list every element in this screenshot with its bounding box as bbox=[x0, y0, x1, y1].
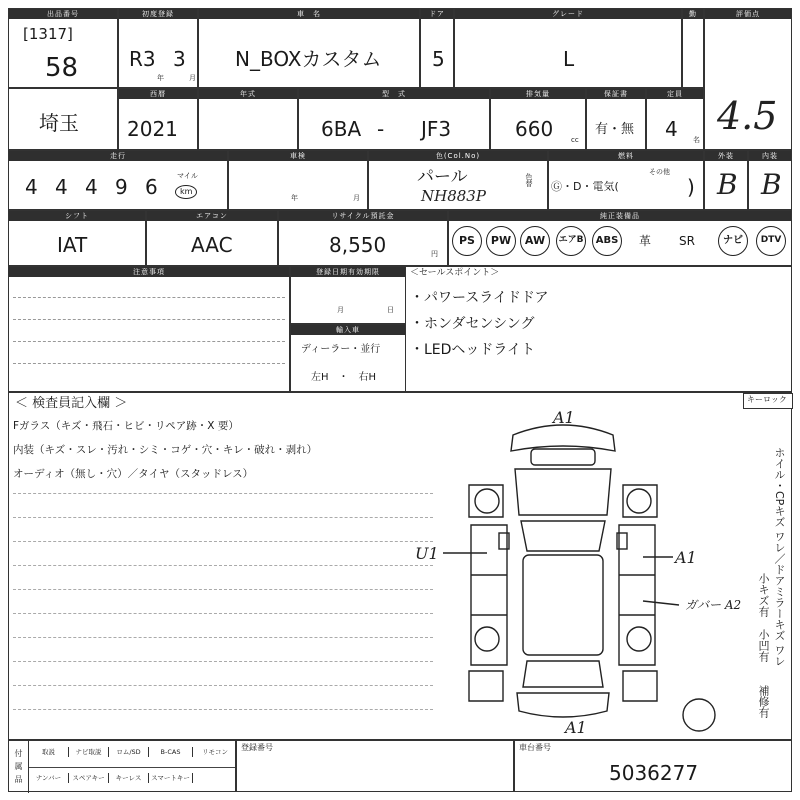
interior-cell bbox=[748, 150, 792, 210]
mileage-cell bbox=[8, 150, 228, 210]
equip-dtv: DTV bbox=[756, 226, 786, 256]
western-year-cell bbox=[118, 88, 198, 150]
displacement-unit: cc bbox=[571, 136, 579, 144]
lot-cell bbox=[8, 8, 118, 88]
options-cell bbox=[8, 740, 236, 792]
inspector-rule bbox=[13, 517, 433, 518]
inspector-note: Fガラス（キズ・飛石・ヒビ・リペア跡・X 要） bbox=[13, 420, 239, 432]
lot-number: 58 bbox=[45, 53, 79, 83]
side-note-small-dent: 小凹有 bbox=[757, 629, 770, 662]
color-label: 色替 bbox=[525, 173, 533, 187]
equip-pw: PW bbox=[486, 226, 516, 256]
displacement-header: 排気量 bbox=[491, 89, 585, 99]
warranty-value: 有・無 bbox=[595, 122, 635, 137]
mileage-digit: 6 bbox=[145, 175, 158, 199]
key-lock-cell bbox=[743, 393, 793, 409]
inspection-header: 車検 bbox=[229, 151, 367, 161]
options-divider bbox=[29, 767, 235, 768]
first-reg-header: 初度登録 bbox=[119, 9, 197, 19]
lot-code: [1317] bbox=[23, 25, 73, 43]
import-handle: 左H ・ 右H bbox=[311, 372, 377, 383]
equip-navi: ナビ bbox=[718, 226, 748, 256]
western-year: 2021 bbox=[127, 117, 178, 141]
color-code: NH883P bbox=[421, 187, 486, 205]
inspector-rule bbox=[13, 613, 433, 614]
grade-cell bbox=[454, 8, 682, 88]
vehicle-doors: 5 bbox=[432, 47, 445, 71]
option-keyless: キーレス bbox=[109, 773, 149, 783]
displacement-cell bbox=[490, 88, 586, 150]
count-cell bbox=[682, 8, 704, 88]
sales-point-item: ・LEDヘッドライト bbox=[410, 342, 536, 358]
capacity-unit: 名 bbox=[693, 136, 700, 144]
side-note-main: ホイル・CPキズ ワレ／ドアミラーキズ ワレ bbox=[773, 447, 786, 667]
first-reg-year-unit: 年 bbox=[157, 74, 164, 82]
mileage-unit-km: km bbox=[175, 185, 197, 199]
option-spare-key: スペアキー bbox=[69, 773, 109, 783]
option-label-header: 付 属 品 bbox=[9, 741, 29, 793]
fuel-other-label: その他 bbox=[649, 168, 670, 176]
year-header: 年式 bbox=[199, 89, 297, 99]
aircon-header: エアコン bbox=[147, 211, 277, 221]
inspector-rule bbox=[13, 709, 433, 710]
inspector-rule bbox=[13, 565, 433, 566]
color-name: パール bbox=[417, 167, 468, 187]
year-cell bbox=[198, 88, 298, 150]
fuel-cell bbox=[548, 150, 704, 210]
inspector-rule bbox=[13, 493, 433, 494]
option-rom-sd: ロム/SD bbox=[109, 747, 149, 757]
fuel-close: ) bbox=[687, 175, 695, 199]
shift-header: シフト bbox=[9, 211, 145, 221]
option-bcas: B-CAS bbox=[149, 747, 193, 757]
prefecture-cell bbox=[8, 88, 118, 150]
diagram-mark-right-lower: ガバー A2 bbox=[685, 598, 742, 612]
reg-number-cell bbox=[236, 740, 514, 792]
door-header: ドア bbox=[421, 9, 453, 19]
deadline-cell bbox=[290, 266, 406, 324]
first-reg-month-unit: 月 bbox=[189, 74, 196, 82]
lot-header: 出品番号 bbox=[9, 9, 117, 19]
deadline-month-unit: 月 bbox=[337, 306, 344, 314]
model-code: JF3 bbox=[421, 117, 452, 141]
shift-cell bbox=[8, 210, 146, 266]
score-cell bbox=[704, 8, 792, 150]
equipment-header: 純正装備品 bbox=[449, 211, 791, 221]
key-lock-label: キーロック bbox=[747, 395, 787, 404]
option-smart-key: スマートキー bbox=[149, 773, 193, 783]
sales-point-item: ・パワースライドドア bbox=[410, 290, 549, 306]
import-dealer: ディーラー・並行 bbox=[301, 344, 381, 355]
capacity-header: 定員 bbox=[647, 89, 703, 99]
inspector-header: ＜ 検査員記入欄 ＞ bbox=[15, 396, 128, 411]
western-header: 西暦 bbox=[119, 89, 197, 99]
inspector-rule bbox=[13, 661, 433, 662]
equip-ps: PS bbox=[452, 226, 482, 256]
interior-header: 内装 bbox=[749, 151, 791, 161]
inspector-area bbox=[8, 392, 792, 740]
recycle-header: リサイクル預託金 bbox=[279, 211, 447, 221]
equip-sunroof: SR bbox=[679, 234, 695, 248]
car-damage-diagram bbox=[403, 405, 742, 737]
chassis-label: 車台番号 bbox=[519, 743, 551, 752]
warranty-header: 保証書 bbox=[587, 89, 645, 99]
score-header: 評価点 bbox=[705, 9, 791, 19]
model-prefix: 6BA bbox=[321, 117, 362, 141]
color-header: 色(Col.No) bbox=[369, 151, 547, 161]
exterior-cell bbox=[704, 150, 748, 210]
mileage-digit: 4 bbox=[25, 175, 38, 199]
auction-sheet bbox=[8, 8, 792, 792]
door-cell bbox=[420, 8, 454, 88]
import-header: 輸入車 bbox=[291, 325, 405, 335]
mileage-digit: 4 bbox=[55, 175, 68, 199]
sales-point-item: ・ホンダセンシング bbox=[410, 316, 535, 332]
chassis-number: 5036277 bbox=[609, 761, 699, 785]
vehicle-grade: L bbox=[563, 47, 575, 71]
model-cell bbox=[298, 88, 490, 150]
exterior-grade: B bbox=[717, 168, 738, 201]
import-cell bbox=[290, 324, 406, 392]
option-manual: 取説 bbox=[29, 747, 69, 757]
equip-abs: ABS bbox=[592, 226, 622, 256]
displacement: 660 bbox=[515, 117, 554, 141]
fuel-options: Ⓖ・D・電気( bbox=[551, 180, 619, 193]
equip-aw: AW bbox=[520, 226, 550, 256]
option-remote: リモコン bbox=[202, 748, 228, 756]
caution-rule bbox=[13, 363, 285, 364]
chassis-cell bbox=[514, 740, 792, 792]
mileage-unit-mile: マイル bbox=[177, 172, 198, 180]
first-reg-cell bbox=[118, 8, 198, 88]
caution-rule bbox=[13, 341, 285, 342]
side-note-small-scratch: 小キズ有 bbox=[757, 573, 770, 617]
name-header: 車 名 bbox=[199, 9, 419, 19]
capacity-cell bbox=[646, 88, 704, 150]
equip-airbag: エアB bbox=[556, 226, 586, 256]
color-cell bbox=[368, 150, 548, 210]
option-navi-manual: ナビ取説 bbox=[69, 747, 109, 757]
model-dash: - bbox=[377, 117, 385, 141]
deadline-day-unit: 日 bbox=[387, 306, 394, 314]
warranty-cell bbox=[586, 88, 646, 150]
name-cell bbox=[198, 8, 420, 88]
caution-header: 注意事項 bbox=[9, 267, 289, 277]
sales-point-header: ＜セールスポイント＞ bbox=[410, 268, 500, 278]
diagram-mark-left: U1 bbox=[415, 544, 439, 563]
inspector-rule bbox=[13, 637, 433, 638]
equip-leather: 革 bbox=[638, 234, 651, 248]
exterior-header: 外装 bbox=[705, 151, 747, 161]
model-header: 型 式 bbox=[299, 89, 489, 99]
inspection-month-unit: 月 bbox=[353, 194, 360, 202]
diagram-mark-front: A1 bbox=[553, 408, 575, 427]
caution-rule bbox=[13, 297, 285, 298]
count-header: 勤 bbox=[683, 9, 703, 19]
prefecture: 埼玉 bbox=[39, 111, 79, 135]
mileage-digit: 4 bbox=[85, 175, 98, 199]
grade-header: グレード bbox=[455, 9, 681, 19]
diagram-mark-rear: A1 bbox=[565, 718, 587, 737]
interior-grade: B bbox=[761, 168, 782, 201]
score-value: 4.5 bbox=[717, 94, 778, 138]
caution-rule bbox=[13, 319, 285, 320]
recycle-amount: 8,550 bbox=[329, 233, 387, 257]
mileage-digit: 9 bbox=[115, 175, 128, 199]
inspector-note: オーディオ（無し・穴）／タイヤ（スタッドレス） bbox=[13, 468, 254, 480]
caution-cell bbox=[8, 266, 290, 392]
inspection-cell bbox=[228, 150, 368, 210]
inspector-rule bbox=[13, 541, 433, 542]
sales-point-cell bbox=[406, 266, 792, 392]
capacity: 4 bbox=[665, 117, 678, 141]
side-note-repair: 補修有 bbox=[757, 685, 770, 718]
inspector-rule bbox=[13, 589, 433, 590]
aircon-cell bbox=[146, 210, 278, 266]
recycle-cell bbox=[278, 210, 448, 266]
mileage-header: 走行 bbox=[9, 151, 227, 161]
shift-value: IAT bbox=[57, 233, 88, 257]
reg-number-label: 登録番号 bbox=[241, 743, 273, 752]
inspector-rule bbox=[13, 685, 433, 686]
option-number-plate: ナンバー bbox=[29, 773, 69, 783]
recycle-unit: 円 bbox=[431, 250, 438, 258]
diagram-mark-right: A1 bbox=[675, 548, 697, 567]
first-reg-era: R3 bbox=[129, 47, 156, 71]
first-reg-month: 3 bbox=[173, 47, 186, 71]
vehicle-name: N_BOXカスタム bbox=[235, 47, 382, 71]
inspection-year-unit: 年 bbox=[291, 194, 298, 202]
deadline-header: 登録日期有効期限 bbox=[291, 267, 405, 277]
inspector-note: 内装（キズ・スレ・汚れ・シミ・コゲ・穴・キレ・破れ・剥れ） bbox=[13, 444, 318, 456]
fuel-header: 燃料 bbox=[549, 151, 703, 161]
aircon-value: AAC bbox=[191, 233, 233, 257]
